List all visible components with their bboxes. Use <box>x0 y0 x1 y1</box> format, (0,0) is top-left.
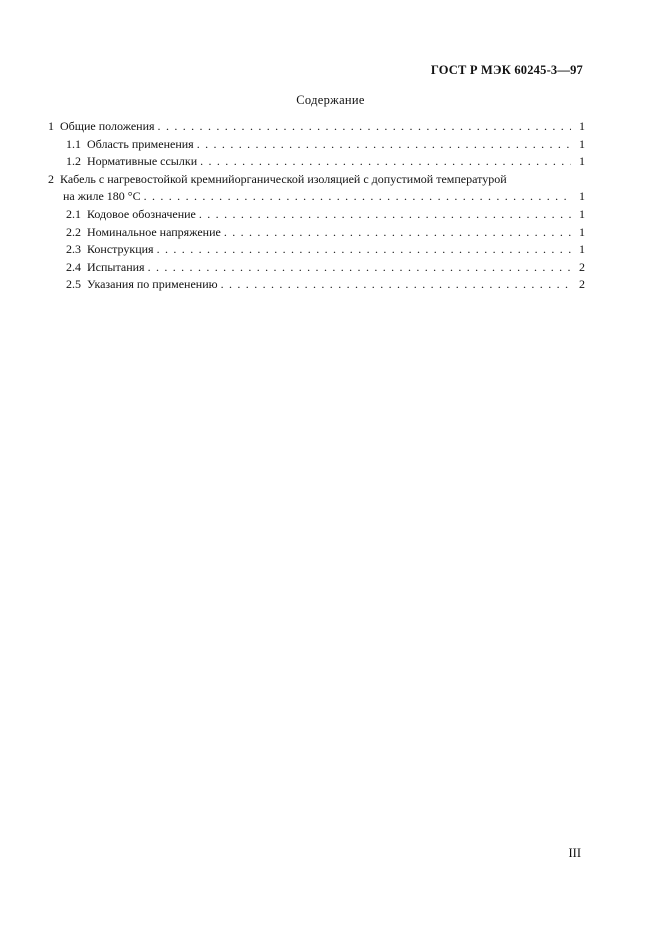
toc-entry-number: 2.4 <box>66 259 81 274</box>
toc-leader-dots <box>148 259 571 277</box>
toc-entry[interactable] <box>48 206 585 224</box>
toc-entry-page: 1 <box>579 154 585 169</box>
toc-entry[interactable] <box>48 118 585 136</box>
toc-entry-label: Указания по применению <box>87 277 218 292</box>
toc-entry-page: 1 <box>579 189 585 204</box>
toc-leader-dots <box>199 206 571 224</box>
toc-entry[interactable] <box>48 171 585 189</box>
document-code: ГОСТ Р МЭК 60245-3—97 <box>430 63 583 77</box>
toc-entry[interactable] <box>48 241 585 259</box>
toc-entry-label: Область применения <box>87 136 194 151</box>
toc-leader-dots <box>200 153 571 171</box>
toc-entry-label: Кабель с нагревостойкой кремнийорганической изоляцией с допустимой температурой <box>60 171 507 186</box>
toc-entry[interactable] <box>48 224 585 242</box>
toc-entry-label: Нормативные ссылки <box>87 154 198 169</box>
toc-entry-number: 2.2 <box>66 224 81 239</box>
toc-entry-label: на жиле 180 °С <box>63 189 141 204</box>
toc-leader-dots <box>224 224 571 242</box>
toc-entry-number: 1 <box>48 119 54 133</box>
toc-leader-dots <box>197 136 571 154</box>
toc-entry-page: 1 <box>579 242 585 257</box>
toc-entry-label: Конструкция <box>87 242 154 257</box>
toc-entry[interactable] <box>48 259 585 277</box>
toc-leader-dots <box>158 118 571 136</box>
toc-entry-continuation[interactable] <box>48 188 585 206</box>
toc-entry-number: 1.1 <box>66 136 81 151</box>
toc-entry-number: 2 <box>48 171 54 186</box>
page-number: III <box>568 846 581 860</box>
toc-leader-dots <box>221 276 571 294</box>
toc-title: Содержание <box>296 93 365 107</box>
toc-entry-number: 2.1 <box>66 206 81 221</box>
toc-entry-page: 1 <box>579 119 585 133</box>
table-of-contents <box>48 118 585 294</box>
toc-entry[interactable] <box>48 136 585 154</box>
toc-leader-dots <box>157 241 571 259</box>
toc-entry[interactable] <box>48 276 585 294</box>
toc-entry-label: Испытания <box>87 259 145 274</box>
toc-entry-page: 2 <box>579 259 585 274</box>
toc-entry-label: Номинальное напряжение <box>87 224 221 239</box>
toc-entry-number: 1.2 <box>66 154 81 169</box>
toc-entry-page: 1 <box>579 136 585 151</box>
toc-entry-page: 2 <box>579 277 585 292</box>
toc-entry[interactable] <box>48 153 585 171</box>
toc-entry-label: Общие положения <box>60 119 155 133</box>
toc-entry-label: Кодовое обозначение <box>87 206 196 221</box>
toc-entry-page: 1 <box>579 224 585 239</box>
toc-entry-page: 1 <box>579 206 585 221</box>
toc-leader-dots <box>144 188 571 206</box>
toc-entry-number: 2.3 <box>66 242 81 257</box>
toc-entry-number: 2.5 <box>66 277 81 292</box>
